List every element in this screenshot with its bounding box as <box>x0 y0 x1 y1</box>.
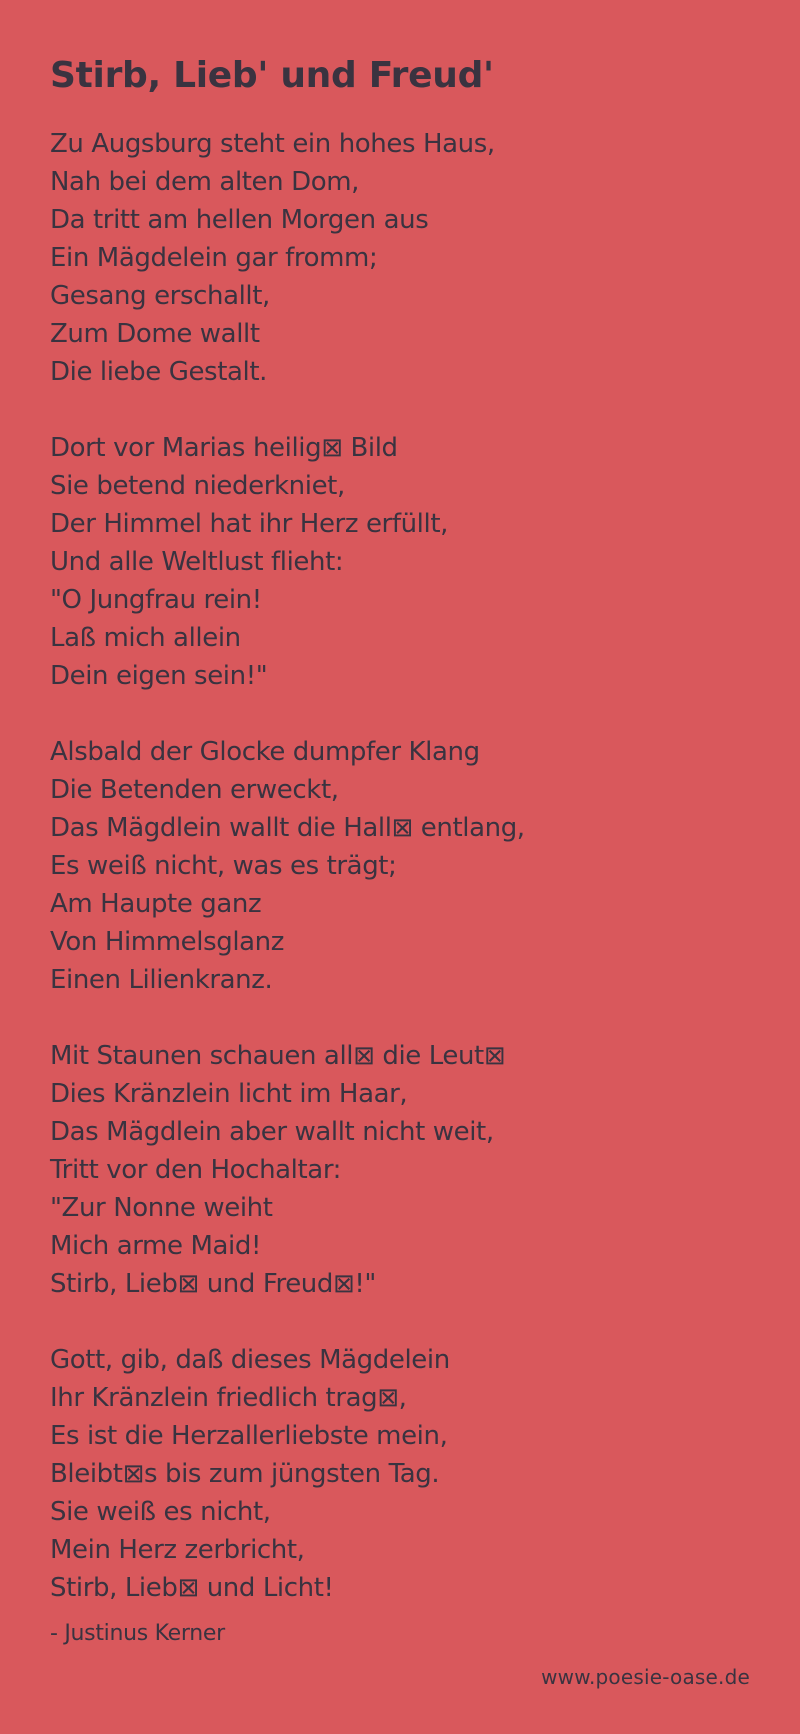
verse-line: Sie weiß es nicht, <box>50 1497 271 1527</box>
verse-line: Da tritt am hellen Morgen aus <box>50 205 429 235</box>
verse-line: Zu Augsburg steht ein hohes Haus, <box>50 129 495 159</box>
poem-title: Stirb, Lieb' und Freud' <box>50 55 494 96</box>
verse-line: Zum Dome wallt <box>50 319 260 349</box>
verse-line: Gott, gib, daß dieses Mägdelein <box>50 1345 450 1375</box>
verse-line: "O Jungfrau rein! <box>50 585 262 615</box>
verse-line: Gesang erschallt, <box>50 281 270 311</box>
verse-line: Mit Staunen schauen all⊠ die Leut⊠ <box>50 1041 506 1071</box>
verse-line: Tritt vor den Hochaltar: <box>50 1155 342 1185</box>
verse-line: Und alle Weltlust flieht: <box>50 547 344 577</box>
stanza-4 <box>50 1037 750 1303</box>
verse-line: Laß mich allein <box>50 623 241 653</box>
verse-line: Von Himmelsglanz <box>50 927 284 957</box>
verse-line: Nah bei dem alten Dom, <box>50 167 360 197</box>
verse-line: Mein Herz zerbricht, <box>50 1535 305 1565</box>
verse-line: Einen Lilienkranz. <box>50 965 273 995</box>
verse-line: Ihr Kränzlein friedlich trag⊠, <box>50 1383 407 1413</box>
verse-line: Stirb, Lieb⊠ und Freud⊠!" <box>50 1269 376 1299</box>
verse-line: Am Haupte ganz <box>50 889 262 919</box>
verse-line: Das Mägdlein aber wallt nicht weit, <box>50 1117 494 1147</box>
verse-line: Stirb, Lieb⊠ und Licht! <box>50 1573 334 1603</box>
verse-line: Es weiß nicht, was es trägt; <box>50 851 397 881</box>
verse-line: Die Betenden erweckt, <box>50 775 339 805</box>
verse-line: Der Himmel hat ihr Herz erfüllt, <box>50 509 448 539</box>
stanza-2 <box>50 429 750 695</box>
verse-line: Das Mägdlein wallt die Hall⊠ entlang, <box>50 813 525 843</box>
verse-line: Es ist die Herzallerliebste mein, <box>50 1421 448 1451</box>
poem-body <box>50 125 750 1645</box>
verse-line: Dein eigen sein!" <box>50 661 268 691</box>
verse-line: Mich arme Maid! <box>50 1231 261 1261</box>
stanza-3 <box>50 733 750 999</box>
stanza-1 <box>50 125 750 391</box>
verse-line: Dort vor Marias heilig⊠ Bild <box>50 433 398 463</box>
verse-line: Sie betend niederkniet, <box>50 471 345 501</box>
verse-line: Dies Kränzlein licht im Haar, <box>50 1079 408 1109</box>
verse-line: Die liebe Gestalt. <box>50 357 268 387</box>
website-credit: www.poesie-oase.de <box>541 1665 750 1689</box>
verse-line: Bleibt⊠s bis zum jüngsten Tag. <box>50 1459 440 1489</box>
verse-line: Ein Mägdelein gar fromm; <box>50 243 378 273</box>
stanza-5 <box>50 1341 750 1607</box>
verse-line: "Zur Nonne weiht <box>50 1193 273 1223</box>
poem-author: - Justinus Kerner <box>50 1621 225 1646</box>
verse-line: Alsbald der Glocke dumpfer Klang <box>50 737 480 767</box>
